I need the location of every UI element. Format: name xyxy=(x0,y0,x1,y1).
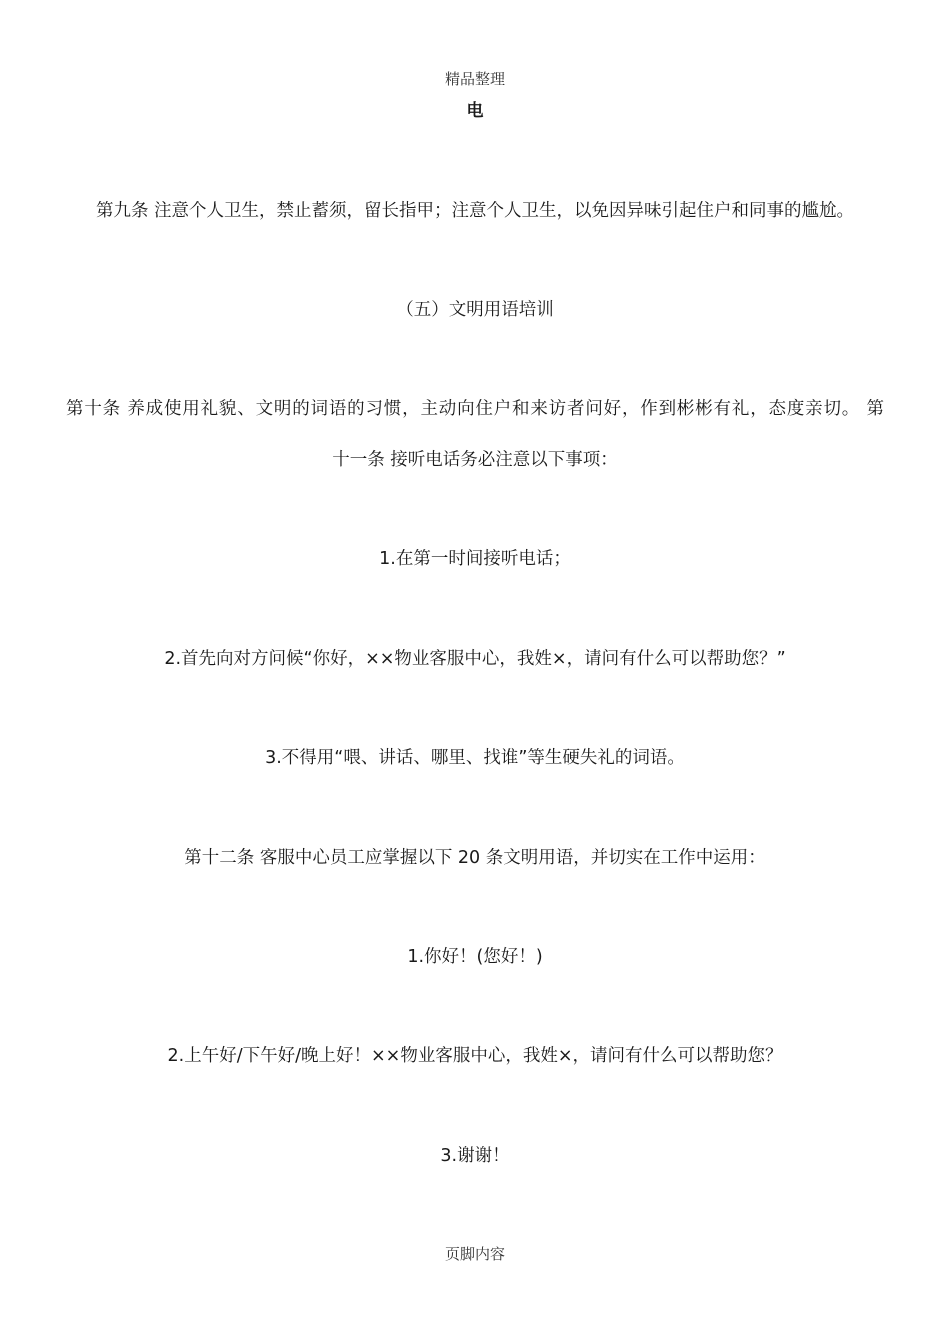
phone-rule-2: 2.首先向对方问候“你好，××物业客服中心，我姓×，请问有什么可以帮助您？” xyxy=(164,649,786,669)
section-5-heading: （五）文明用语培训 xyxy=(396,300,554,320)
phrase-3: 3.谢谢！ xyxy=(440,1146,510,1166)
phrase-1: 1.你好！(您好！) xyxy=(407,947,543,967)
article-11: 十一条 接听电话务必注意以下事项： xyxy=(332,450,618,470)
page-footer: 页脚内容 xyxy=(444,1245,505,1263)
article-9: 第九条 注意个人卫生，禁止蓄须，留长指甲；注意个人卫生，以免因异味引起住户和同事的尴尬。 xyxy=(95,201,855,221)
phone-rule-1: 1.在第一时间接听电话； xyxy=(379,549,571,569)
page-header: 精品整理 xyxy=(444,70,505,88)
phrase-2: 2.上午好/下午好/晚上好！××物业客服中心，我姓×，请问有什么可以帮助您？ xyxy=(167,1046,783,1066)
article-12: 第十二条 客服中心员工应掌握以下 20 条文明用语，并切实在工作中运用： xyxy=(184,848,766,868)
phone-rule-3: 3.不得用“喂、讲话、哪里、找谁”等生硬失礼的词语。 xyxy=(265,748,685,768)
article-10: 第十条 养成使用礼貌、文明的词语的习惯，主动向住户和来访者问好，作到彬彬有礼，态度亲切。 第 xyxy=(66,399,884,419)
carryover-text: 电 xyxy=(466,101,484,121)
